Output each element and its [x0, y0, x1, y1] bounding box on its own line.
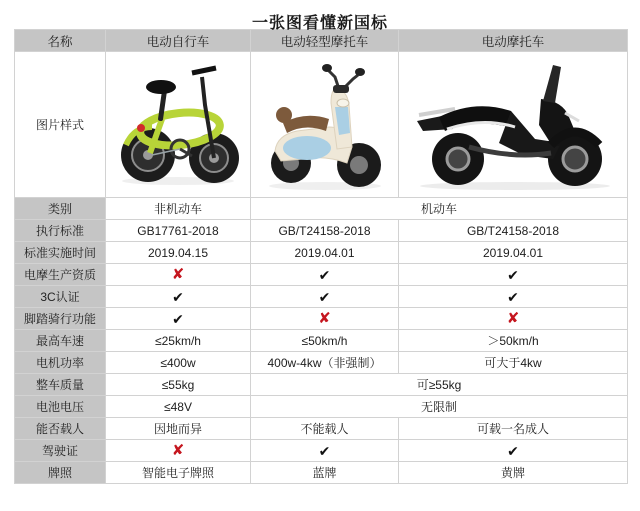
table-row-max-speed: [15, 330, 628, 352]
cell-standard-ebike: GB17761-2018: [106, 220, 251, 242]
ebike-image-cell: [106, 52, 251, 198]
row-label-drivers-license: 驾驶证: [15, 440, 106, 462]
table-row-drivers-license: [15, 440, 628, 462]
row-label-emoto-qualification: 电摩生产资质: [15, 264, 106, 286]
row-label-standard: 执行标准: [15, 220, 106, 242]
cell-category-motor: 机动车: [251, 198, 628, 220]
comparison-table: [14, 29, 628, 484]
cell-power-light-moto: 400w-4kw（非强制）: [251, 352, 399, 374]
cell-power-ebike: ≤400w: [106, 352, 251, 374]
table-row-ccc-certification: [15, 286, 628, 308]
cell-speed-moto: ＞50km/h: [399, 330, 628, 352]
cell-passenger-ebike: 因地而异: [106, 418, 251, 440]
cell-passenger-light-moto: 不能载人: [251, 418, 399, 440]
moto-image-cell: [399, 52, 628, 198]
table-row-license-plate: [15, 462, 628, 484]
table-header-row: [15, 30, 628, 52]
cell-date-ebike: 2019.04.15: [106, 242, 251, 264]
cell-voltage-ebike: ≤48V: [106, 396, 251, 418]
cell-date-moto: 2019.04.01: [399, 242, 628, 264]
row-label-max-speed: 最高车速: [15, 330, 106, 352]
image-row: [15, 52, 628, 198]
check-mark: ✔: [106, 308, 251, 330]
header-light-motorcycle: 电动轻型摩托车: [251, 30, 399, 52]
cell-speed-ebike: ≤25km/h: [106, 330, 251, 352]
row-label-effective-date: 标准实施时间: [15, 242, 106, 264]
table-row-battery-voltage: [15, 396, 628, 418]
cell-plate-moto: 黄牌: [399, 462, 628, 484]
check-mark: ✔: [251, 264, 399, 286]
cross-mark: ✘: [106, 440, 251, 462]
table-row-pedal-function: [15, 308, 628, 330]
table-row-emoto-qualification: [15, 264, 628, 286]
row-label-pedal-function: 脚踏骑行功能: [15, 308, 106, 330]
header-electric-bicycle: 电动自行车: [106, 30, 251, 52]
light-moto-image-cell: [251, 52, 399, 198]
cell-category-ebike: 非机动车: [106, 198, 251, 220]
table-row-effective-date: [15, 242, 628, 264]
row-label-motor-power: 电机功率: [15, 352, 106, 374]
cell-voltage-motor: 无限制: [251, 396, 628, 418]
check-mark: ✔: [399, 440, 628, 462]
cross-mark: ✘: [251, 308, 399, 330]
cell-passenger-moto: 可载一名成人: [399, 418, 628, 440]
table-row-category: [15, 198, 628, 220]
check-mark: ✔: [251, 286, 399, 308]
row-label-carry-passenger: 能否载人: [15, 418, 106, 440]
cell-plate-light-moto: 蓝牌: [251, 462, 399, 484]
table-row-standard: [15, 220, 628, 242]
cross-mark: ✘: [106, 264, 251, 286]
table-row-carry-passenger: [15, 418, 628, 440]
green-folding-ebike-image: [108, 55, 248, 195]
blue-white-scooter-image: [255, 55, 395, 195]
check-mark: ✔: [106, 286, 251, 308]
row-label-license-plate: 牌照: [15, 462, 106, 484]
page-title: 一张图看懂新国标: [251, 15, 388, 32]
cross-mark: ✘: [399, 308, 628, 330]
cell-weight-ebike: ≤55kg: [106, 374, 251, 396]
cell-speed-light-moto: ≤50km/h: [251, 330, 399, 352]
cell-standard-moto: GB/T24158-2018: [399, 220, 628, 242]
black-scooter-image: [402, 55, 624, 195]
cell-standard-light-moto: GB/T24158-2018: [251, 220, 399, 242]
row-label-category: 类别: [15, 198, 106, 220]
table-row-vehicle-weight: [15, 374, 628, 396]
image-row-label: 图片样式: [15, 52, 106, 198]
check-mark: ✔: [399, 286, 628, 308]
cell-plate-ebike: 智能电子牌照: [106, 462, 251, 484]
header-name: 名称: [15, 30, 106, 52]
table-row-motor-power: [15, 352, 628, 374]
cell-date-light-moto: 2019.04.01: [251, 242, 399, 264]
check-mark: ✔: [399, 264, 628, 286]
row-label-ccc-certification: 3C认证: [15, 286, 106, 308]
header-electric-motorcycle: 电动摩托车: [399, 30, 628, 52]
row-label-battery-voltage: 电池电压: [15, 396, 106, 418]
cell-weight-motor: 可≥55kg: [251, 374, 628, 396]
check-mark: ✔: [251, 440, 399, 462]
cell-power-moto: 可大于4kw: [399, 352, 628, 374]
row-label-vehicle-weight: 整车质量: [15, 374, 106, 396]
